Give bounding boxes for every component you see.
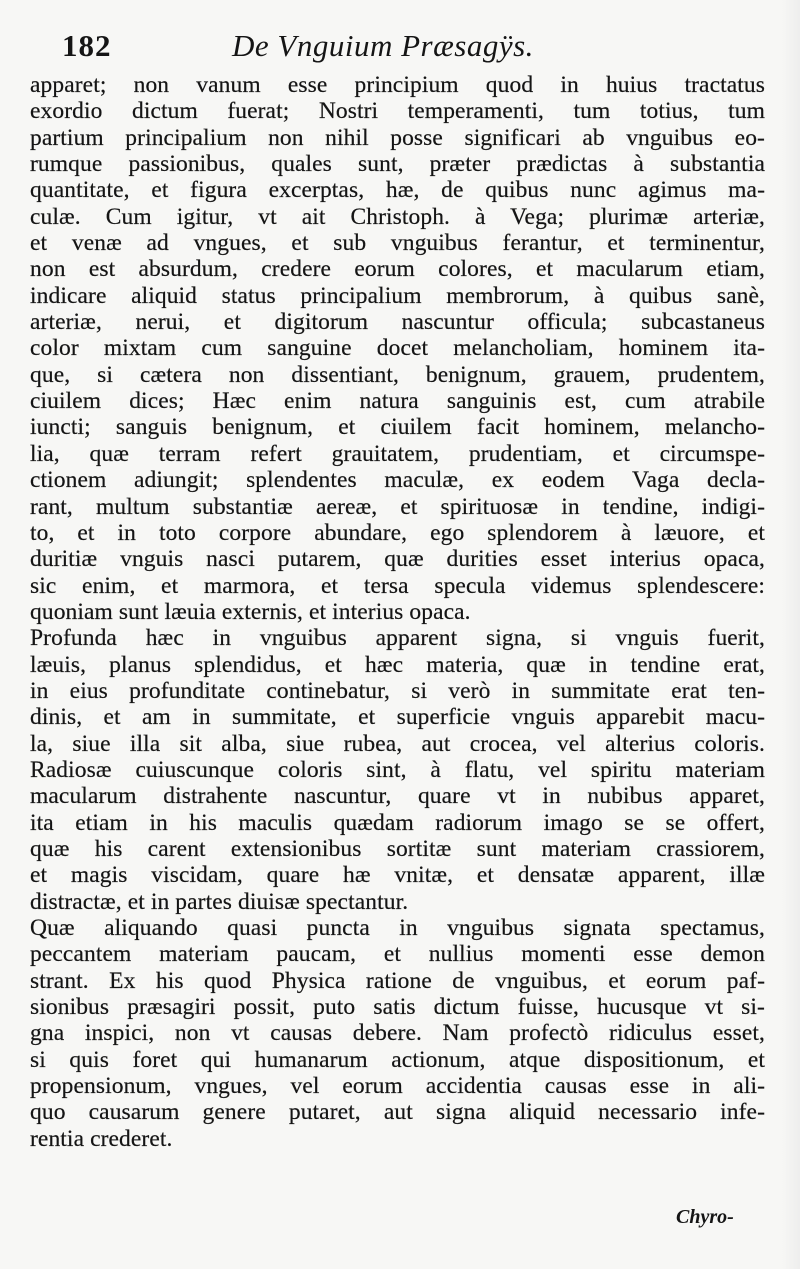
text-line: macularum distrahente nascuntur, quare vt in nubibus apparet, <box>30 783 765 810</box>
text-line: to, et in toto corpore abundare, ego splendorem à læuore, et <box>30 519 765 546</box>
text-line: et magis viscidam, quare hæ vnitæ, et densatæ apparent, illæ <box>30 862 765 889</box>
text-line: quæ his carent extensionibus sortitæ sunt materiam crassiorem, <box>30 835 765 862</box>
running-head: De Vnguium Præsagÿs. <box>232 28 534 63</box>
text-line: læuis, planus splendidus, et hæc materia, quæ in tendine erat, <box>30 651 765 678</box>
text-line: non est absurdum, credere eorum colores, et macularum etiam, <box>30 256 765 283</box>
text-line: sionibus præsagiri possit, puto satis dictum fuisse, hucusque vt si- <box>30 994 765 1021</box>
text-line: peccantem materiam paucam, et nullius momenti esse demon <box>30 941 765 968</box>
text-line: indicare aliquid status principalium membrorum, à quibus sanè, <box>30 282 765 309</box>
text-line: et venæ ad vngues, et sub vnguibus ferantur, et terminentur, <box>30 230 765 257</box>
text-line: que, si cætera non dissentiant, benignum, grauem, prudentem, <box>30 361 765 388</box>
page-edge-shadow <box>782 0 800 1269</box>
text-line: distractæ, et in partes diuisæ spectantur. <box>30 888 409 915</box>
text-line: dinis, et am in summitate, et superficie vnguis apparebit macu- <box>30 704 765 731</box>
text-line: si quis foret qui humanarum actionum, atque dispositionum, et <box>30 1046 765 1073</box>
text-line: quantitate, et figura excerptas, hæ, de quibus nunc agimus ma- <box>30 177 765 204</box>
text-line: color mixtam cum sanguine docet melancholiam, hominem ita- <box>30 335 765 362</box>
text-line: ciuilem dices; Hæc enim natura sanguinis est, cum atrabile <box>30 388 765 415</box>
text-line: exordio dictum fuerat; Nostri temperamenti, tum totius, tum <box>30 98 765 125</box>
text-line: la, siue illa sit alba, siue rubea, aut crocea, vel alterius coloris. <box>30 730 765 757</box>
page-header <box>62 28 762 72</box>
catchword: Chyro- <box>676 1206 734 1228</box>
text-line: Quæ aliquando quasi puncta in vnguibus signata spectamus, <box>30 915 765 941</box>
text-line: rumque passionibus, quales sunt, præter prædictas à substantia <box>30 151 765 178</box>
text-line: partium principalium non nihil posse significari ab vnguibus eo- <box>30 124 765 151</box>
text-line: sic enim, et marmora, et tersa specula videmus splendescere: <box>30 572 765 599</box>
text-line: ctionem adiungit; splendentes maculæ, ex eodem Vaga decla- <box>30 467 765 494</box>
text-line: arteriæ, nerui, et digitorum nascuntur officula; subcastaneus <box>30 309 765 336</box>
text-line: strant. Ex his quod Physica ratione de vnguibus, et eorum paf- <box>30 967 765 994</box>
text-line: propensionum, vngues, vel eorum accidentia causas esse in ali- <box>30 1073 765 1100</box>
text-line: quoniam sunt læuia externis, et interius opaca. <box>30 598 471 625</box>
body-text <box>30 72 765 1152</box>
text-line: in eius profunditate continebatur, si verò in summitate erat ten- <box>30 677 765 704</box>
page-number: 182 <box>62 28 112 63</box>
text-line: apparet; non vanum esse principium quod in huius tractatus <box>30 72 765 98</box>
text-line: iuncti; sanguis benignum, et ciuilem facit hominem, melancho- <box>30 414 765 441</box>
text-line: quo causarum genere putaret, aut signa aliquid necessario infe- <box>30 1099 765 1126</box>
text-line: ita etiam in his maculis quædam radiorum imago se se offert, <box>30 809 765 836</box>
text-line: culæ. Cum igitur, vt ait Christoph. à Vega; plurimæ arteriæ, <box>30 203 765 230</box>
text-line: lia, quæ terram refert grauitatem, prudentiam, et circumspe- <box>30 440 765 467</box>
text-line: rant, multum substantiæ aereæ, et spirituosæ in tendine, indigi- <box>30 493 765 520</box>
text-line: Radiosæ cuiuscunque coloris sint, à flatu, vel spiritu materiam <box>30 756 765 783</box>
text-line: rentia crederet. <box>30 1125 173 1152</box>
text-line: gna inspici, non vt causas debere. Nam profectò ridiculus esset, <box>30 1020 765 1047</box>
text-line: duritiæ vnguis nasci putarem, quæ durities esset interius opaca, <box>30 546 765 573</box>
text-line: Profunda hæc in vnguibus apparent signa, si vnguis fuerit, <box>30 625 765 652</box>
